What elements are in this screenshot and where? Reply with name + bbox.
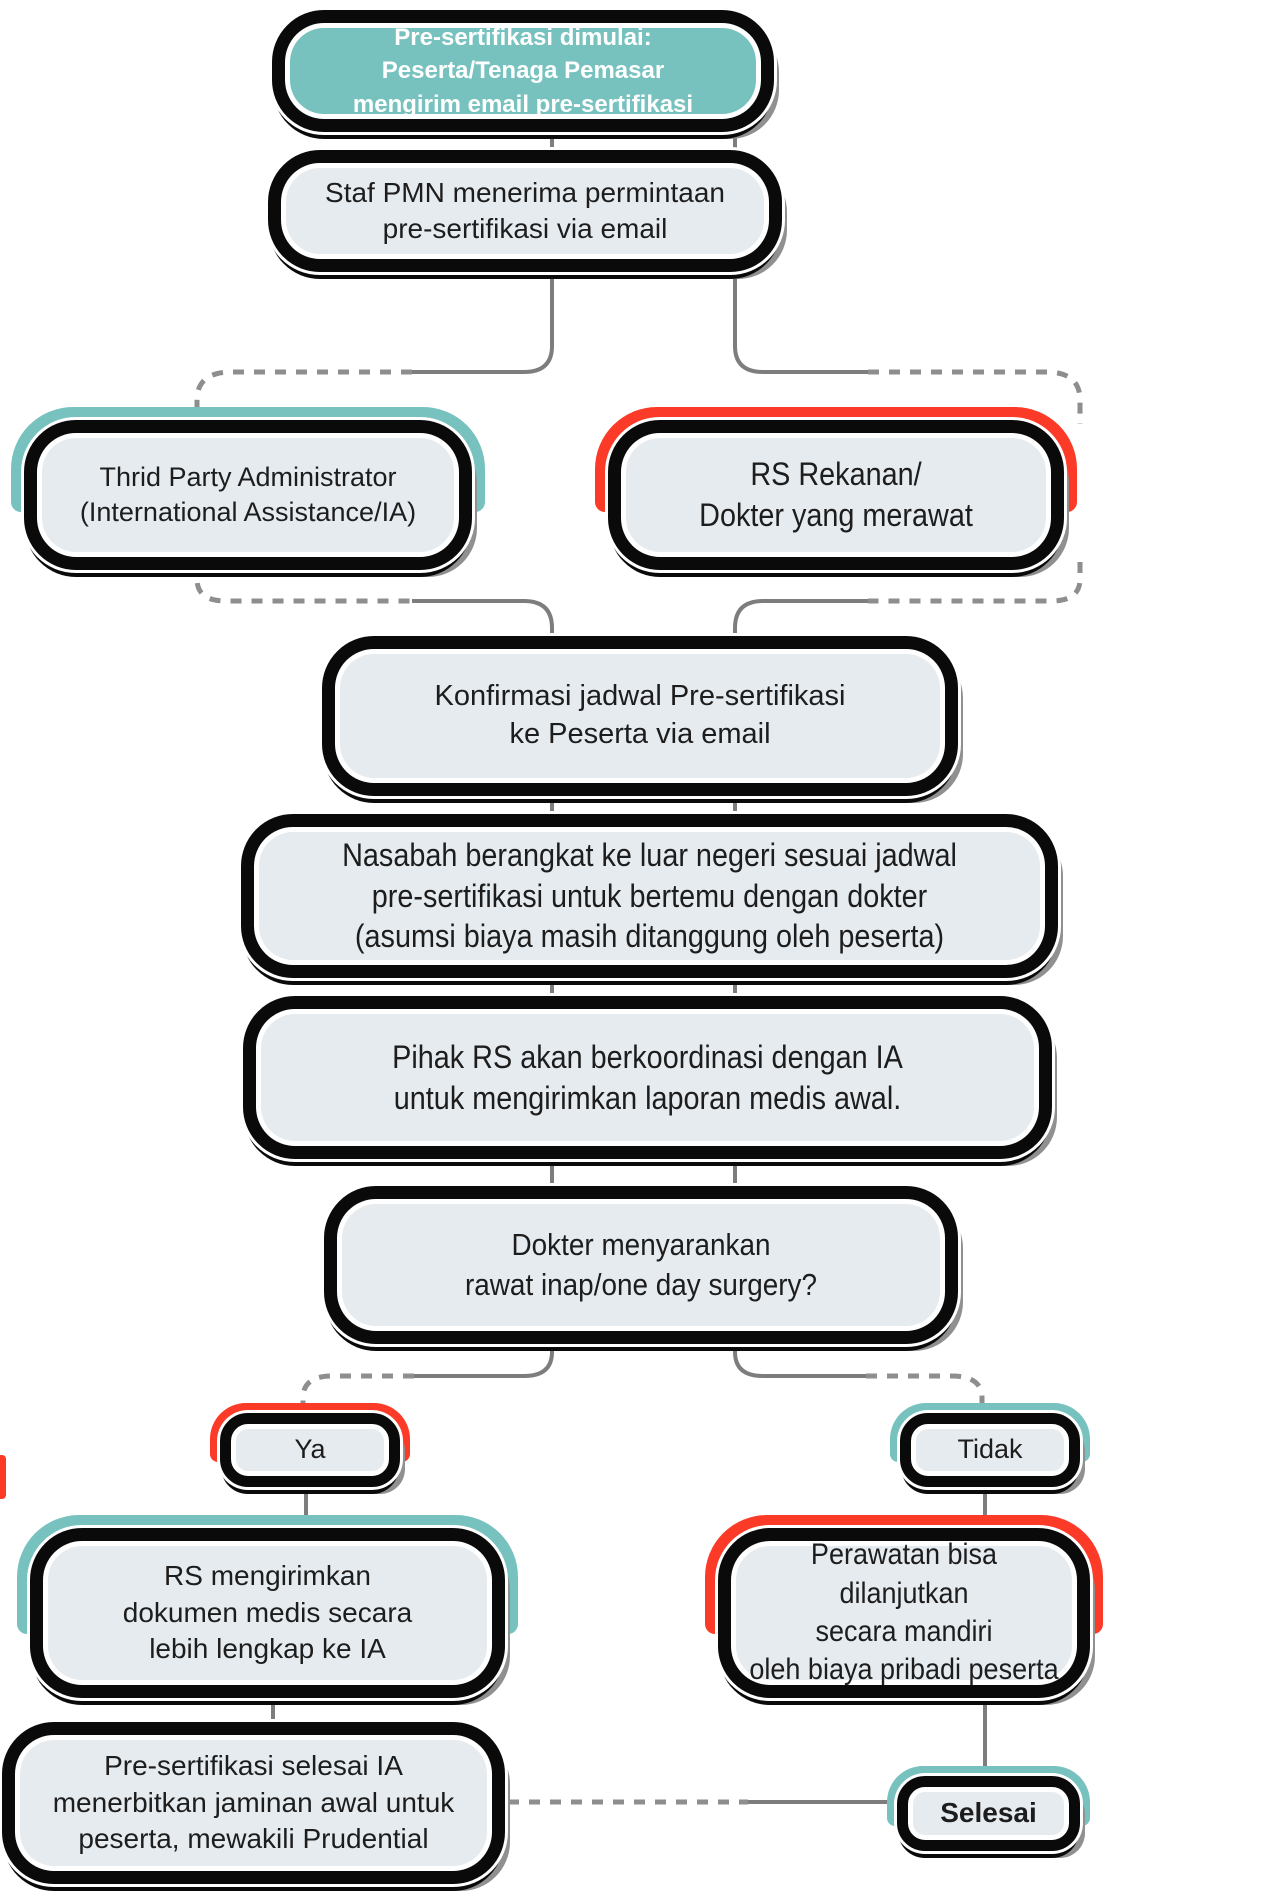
node-pihak-rs-plate (243, 996, 1052, 1159)
node-text-line: Pihak RS akan berkoordinasi dengan IA (392, 1038, 903, 1075)
node-tidak-plate (900, 1413, 1080, 1487)
node-text-line: Pre-sertifikasi selesai IA (104, 1750, 403, 1782)
clipped-red-shape (0, 1455, 6, 1499)
node-pre-selesai-plate (2, 1722, 505, 1884)
node-text-line: RS mengirimkan (164, 1560, 371, 1592)
node-pre-sertifikasi-selesai (2, 1722, 505, 1884)
node-perawatan (718, 1528, 1090, 1698)
node-text-line: menerbitkan jaminan awal untuk (52, 1786, 455, 1818)
node-text-line: dokumen medis secara (122, 1596, 413, 1628)
node-text-line: Pre-sertifikasi dimulai: (394, 23, 652, 51)
node-start (272, 10, 774, 132)
node-nasabah-berangkat (241, 814, 1058, 978)
node-konfirmasi-plate (322, 636, 958, 796)
node-text-line: Perawatan bisa dilanjutkan (810, 1538, 998, 1610)
node-text-line: secara mandiri (815, 1615, 993, 1648)
node-text-line: Dokter menyarankan (511, 1227, 771, 1263)
node-rs-mengirimkan (30, 1528, 505, 1698)
node-selesai-plate (897, 1776, 1080, 1851)
node-text-line: ke Peserta via email (509, 718, 771, 750)
node-tidak (900, 1413, 1080, 1487)
node-text-line: Selesai (940, 1797, 1037, 1829)
node-tpa-plate (24, 420, 472, 570)
node-text-line: mengirim email pre-sertifikasi (352, 90, 694, 118)
node-text-line: pre-sertifikasi untuk bertemu dengan dokter (371, 877, 928, 914)
node-text-line: pre-sertifikasi via email (382, 213, 668, 244)
node-text-line: lebih lengkap ke IA (149, 1633, 386, 1665)
node-text-line: Thrid Party Administrator (99, 461, 397, 492)
node-staf-pmn-plate (268, 150, 782, 272)
node-konfirmasi (322, 636, 958, 796)
node-text-line: Staf PMN menerima permintaan (325, 176, 725, 208)
node-staf-pmn (268, 150, 782, 272)
node-dokter-menyarankan (324, 1186, 958, 1344)
node-text-line: Dokter yang merawat (699, 497, 973, 533)
node-selesai (897, 1776, 1080, 1851)
node-text-line: Tidak (957, 1434, 1023, 1465)
node-dokter-plate (324, 1186, 958, 1344)
node-text-line: peserta, mewakili Prudential (78, 1823, 429, 1855)
node-perawatan-plate (718, 1528, 1090, 1698)
node-text-line: rawat inap/one day surgery? (464, 1267, 818, 1302)
node-text-line: untuk mengirimkan laporan medis awal. (393, 1079, 902, 1116)
staf-to-rs-solid (735, 262, 868, 372)
node-text-line: oleh biaya pribadi peserta (749, 1653, 1059, 1687)
node-text-line: Ya (294, 1434, 326, 1465)
node-text-line: (International Assistance/IA) (79, 497, 417, 527)
node-rs-rekanan (608, 420, 1064, 570)
node-start-plate (272, 10, 774, 132)
node-text-line: (asumsi biaya masih ditanggung oleh peserta) (354, 918, 945, 955)
node-text-line: Konfirmasi jadwal Pre-sertifikasi (434, 680, 846, 713)
node-rs-mengirimkan-plate (30, 1528, 505, 1698)
node-pihak-rs (243, 996, 1052, 1159)
node-third-party-administrator (24, 420, 472, 570)
staf-to-tpa-solid (412, 262, 552, 372)
node-text-line: Nasabah berangkat ke luar negeri sesuai jadwal (342, 836, 957, 873)
node-ya-plate (220, 1413, 400, 1487)
node-ya (220, 1413, 400, 1487)
node-rs-rekanan-plate (608, 420, 1064, 570)
node-nasabah-plate (241, 814, 1058, 978)
node-text-line: Peserta/Tenaga Pemasar (381, 57, 665, 85)
node-text-line: RS Rekanan/ (750, 456, 922, 493)
